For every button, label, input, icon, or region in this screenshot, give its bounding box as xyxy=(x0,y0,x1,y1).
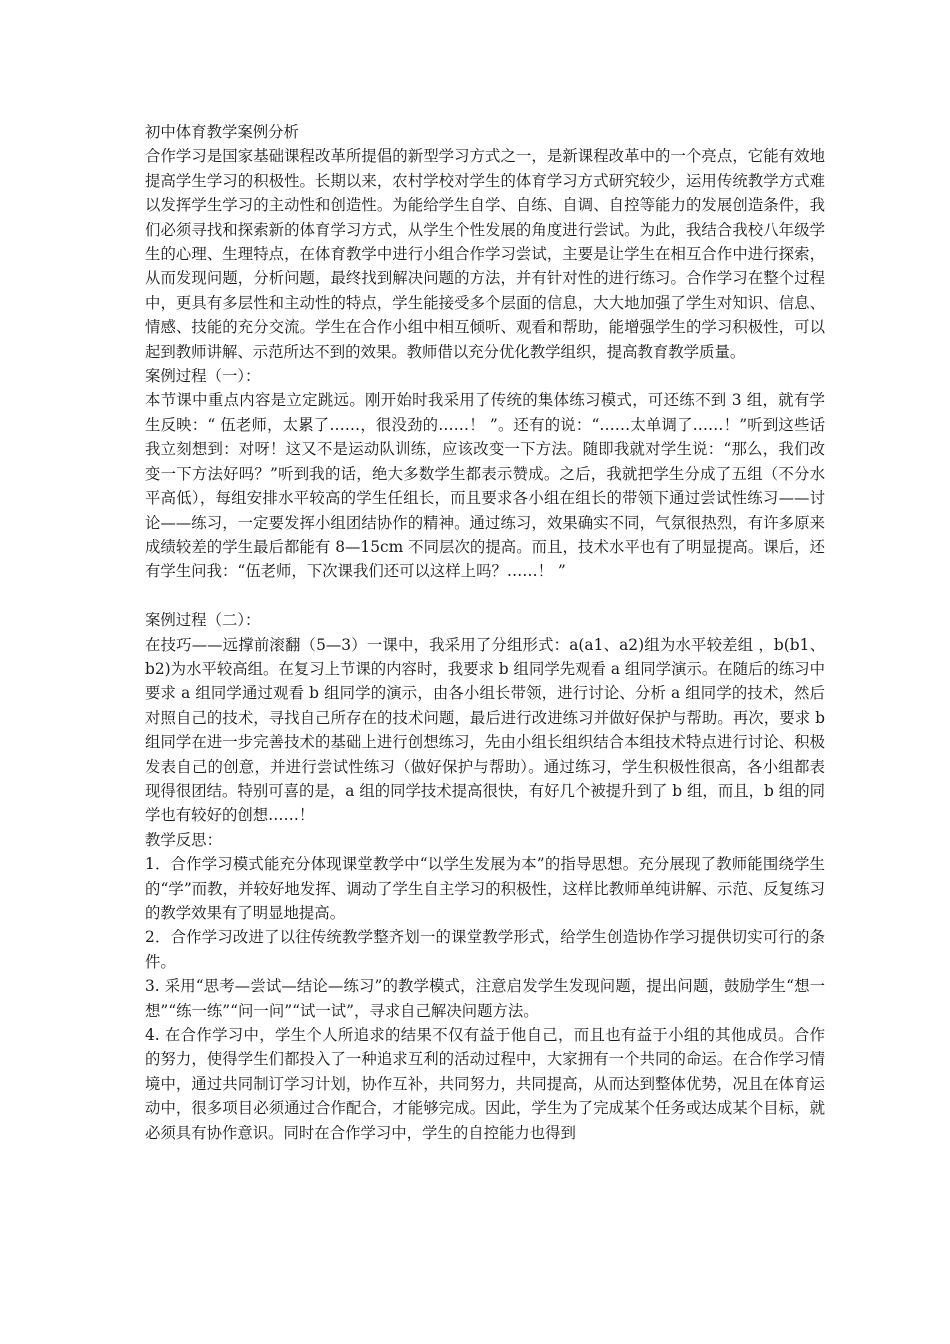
reflection-heading: 教学反思： xyxy=(145,830,222,849)
blank-line xyxy=(145,584,825,608)
reflection-item-3: 3. 采用“思考—尝试—结论—练习”的教学模式，注意启发学生发现问题，提出问题，鼓励学生“想一想”“练一练”“问一问”“试一试”，寻求自己解决问题方法。 xyxy=(145,977,825,1020)
reflection-item-4: 4. 在合作学习中，学生个人所追求的结果不仅有益于他自己，而且也有益于小组的其他成员。合作的努力，使得学生们都投入了一种追求互利的活动过程中，大家拥有一个共同的命运。在合作学习情境中，通过共同制订学习计划，协作互补，共同努力，共同提高，从而达到整体优势，况且在体育运动中，很多项目必须通过合作配合，才能够完成。因此，学生为了完成某个任务或达成某个目标，就必须具有协作意识。同时在合作学习中，学生的自控能力也得到 xyxy=(145,1026,825,1142)
case1-heading: 案例过程（一）： xyxy=(145,367,261,386)
reflection-item-1: 1．合作学习模式能充分体现课堂教学中“以学生发展为本”的指导思想。充分展现了教师能围绕学生的“学”而教，并较好地发挥、调动了学生自主学习的积极性，这样比教师单纯讲解、示范、反复练习的教学效果有了明显地提高。 xyxy=(145,855,825,922)
intro-paragraph: 合作学习是国家基础课程改革所提倡的新型学习方式之一，是新课程改革中的一个亮点，它能有效地提高学生学习的积极性。长期以来，农村学校对学生的体育学习方式研究较少，运用传统教学方式难以发挥学生学习的主动性和创造性。为能给学生自学、自练、自调、自控等能力的发展创造条件，我们必须寻找和探索新的体育学习方式，从学生个性发展的角度进行尝试。为此，我结合我校八年级学生的心理、生理特点，在体育教学中进行小组合作学习尝试，主要是让学生在相互合作中进行探索，从而发现问题，分析问题，最终找到解决问题的方法，并有针对性的进行练习。合作学习在整个过程中，更具有多层性和主动性的特点，学生能接受多个层面的信息，大大地加强了学生对知识、信息、情感、技能的充分交流。学生在合作小组中相互倾听、观看和帮助，能增强学生的学习积极性，可以起到教师讲解、示范所达不到的效果。教师借以充分优化教学组织，提高教育教学质量。 xyxy=(145,147,825,361)
case2-paragraph: 在技巧——远撑前滚翻（5—3）一课中，我采用了分组形式：a(a1、a2)组为水平较差组 ，b(b1、b2)为水平较高组。在复习上节课的内容时，我要求 b 组同学先观看 a 组同学演示。在随后的练习中要求 a 组同学通过观看 b 组同学的演示，由各小组长带领，进行讨论、分析 a 组同学的技术，然后对照自己的技术，寻找自己所存在的技术问题，最后进行改进练习并做好保护与帮助。再次，要求 b 组同学在进一步完善技术的基础上进行创想练习，先由小组长组织结合本组技术特点进行讨论、积极发表自己的创意，并进行尝试性练习（做好保护与帮助）。通过练习，学生积极性很高，各小组都表现得很团结。特别可喜的是，a 组的同学技术提高很快，有好几个被提升到了 b 组，而且，b 组的同学也有较好的创想……！ xyxy=(145,635,825,825)
document-title: 初中体育教学案例分析 xyxy=(145,123,299,141)
reflection-item-2: 2．合作学习改进了以往传统教学整齐划一的课堂教学形式，给学生创造协作学习提供切实可行的条件。 xyxy=(145,928,825,971)
case2-heading: 案例过程（二）： xyxy=(145,611,261,630)
document-page xyxy=(145,120,825,1145)
case1-paragraph: 本节课中重点内容是立定跳远。刚开始时我采用了传统的集体练习模式，可还练不到 3 组，就有学生反映：“ 伍老师，太累了……，很没劲的……！ ”。还有的说：“……太单调了……！”听到这些话我立刻想到：对呀！这又不是运动队训练，应该改变一下方法。随即我就对学生说：“那么，我们改变一下方法好吗？”听到我的话，绝大多数学生都表示赞成。之后，我就把学生分成了五组（不分水平高低），每组安排水平较高的学生任组长，而且要求各小组在组长的带领下通过尝试性练习——讨论——练习，一定要发挥小组团结协作的精神。通过练习，效果确实不同，气氛很热烈，有许多原来成绩较差的学生最后都能有 8—15cm 不同层次的提高。而且，技术水平也有了明显提高。课后，还有学生问我：“伍老师，下次课我们还可以这样上吗？……！ ” xyxy=(145,391,825,581)
